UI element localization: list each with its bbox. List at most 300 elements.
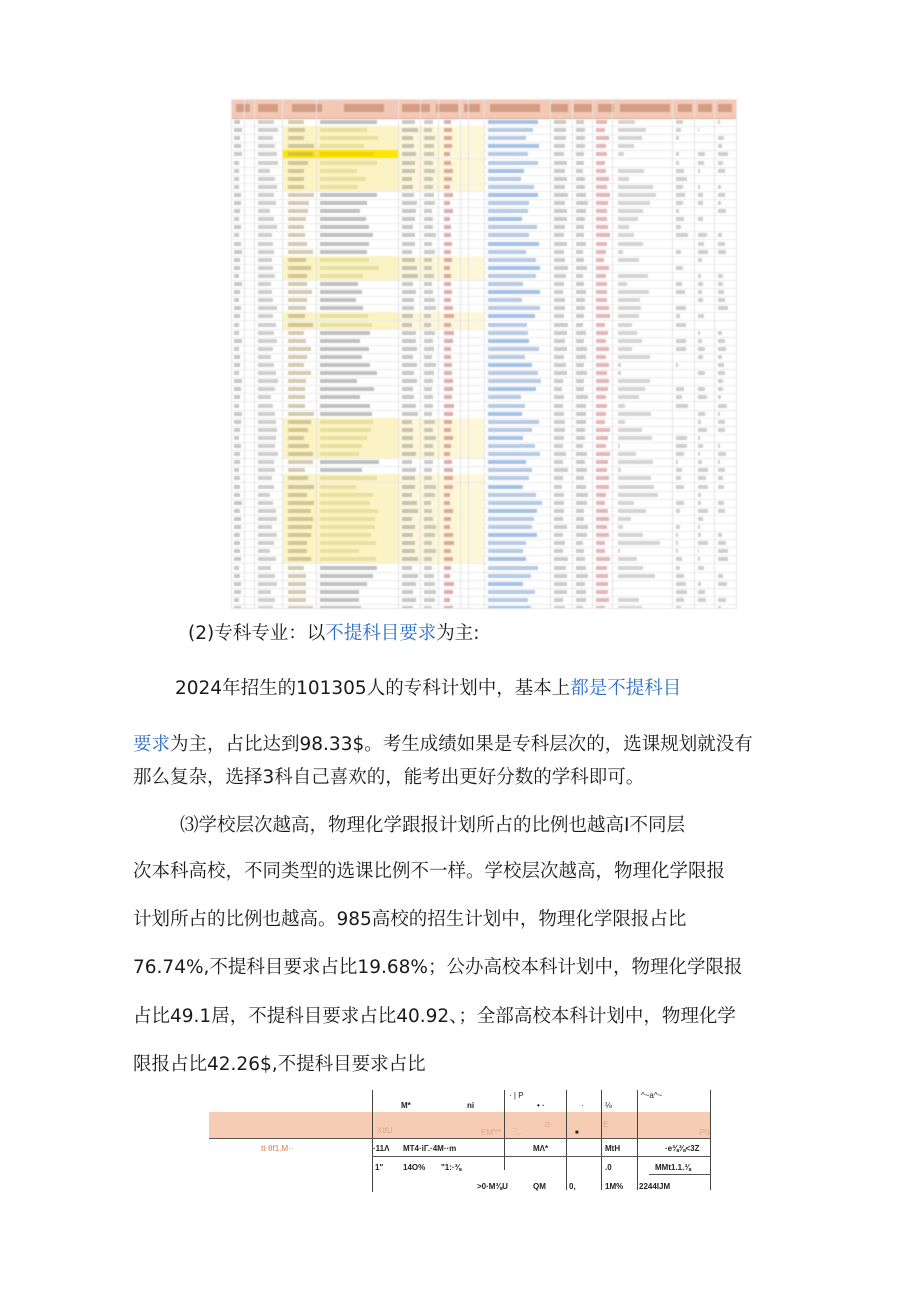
spreadsheet-cell [402,331,416,335]
spreadsheet-cell [234,420,241,424]
spreadsheet-cell [424,306,436,310]
spreadsheet-cell [698,395,707,399]
spreadsheet-cell [554,266,568,270]
spreadsheet-cell [488,379,541,383]
spreadsheet-cell [402,395,414,399]
spreadsheet-cell [698,485,708,489]
spreadsheet-cell [698,566,704,570]
row1-c1: ·11Λ [373,1144,390,1153]
spreadsheet-cell [576,177,585,181]
ratio-table [209,1088,711,1192]
spreadsheet-cell [424,371,434,375]
p2-line2-highlight: 要求 [133,734,171,755]
spreadsheet-cell [618,574,655,578]
spreadsheet-cell [618,242,643,246]
spreadsheet-cell [288,598,306,602]
spreadsheet-cell [288,525,312,529]
spreadsheet-cell [288,582,306,586]
spreadsheet-cell [424,493,435,497]
spreadsheet-cell [258,306,277,310]
spreadsheet-cell [444,549,451,553]
spreadsheet-cell [444,428,451,432]
spreadsheet-cell [258,185,277,189]
spreadsheet-cell [320,250,367,254]
spreadsheet-cell [676,193,685,197]
spreadsheet-cell [288,152,313,156]
spreadsheet-cell [234,598,239,602]
spreadsheet-cell [676,582,686,586]
spreadsheet-cell [258,598,275,602]
spreadsheet-cell [234,574,240,578]
spreadsheet-cell [258,363,274,367]
table-header-dot: · [581,1101,584,1110]
spreadsheet-cell [596,323,605,327]
spreadsheet-cell [444,225,451,229]
spreadsheet-cell [444,152,450,156]
spreadsheet-cell [424,525,436,529]
spreadsheet-cell [234,452,240,456]
spreadsheet-cell [596,161,605,165]
spreadsheet-cell [676,282,682,286]
spreadsheet-cell [288,274,307,278]
table-header-tilde: ^~a^~ [641,1091,663,1100]
spreadsheet-cell [718,144,722,148]
spreadsheet-cell [402,541,415,545]
spreadsheet-cell [618,509,646,513]
spreadsheet-cell [402,404,416,408]
spreadsheet-cell [234,152,242,156]
spreadsheet-cell [596,258,604,262]
spreadsheet-cell [698,185,700,189]
spreadsheet-cell [488,533,537,537]
spreadsheet-cell [258,355,271,359]
spreadsheet-cell [618,598,639,602]
spreadsheet-cell [596,225,608,229]
spreadsheet-cell [618,169,644,173]
spreadsheet-cell [596,428,610,432]
spreadsheet-cell [596,185,607,189]
spreadsheet-cell [288,590,306,594]
spreadsheet-cell [576,323,583,327]
spreadsheet-cell [576,266,587,270]
spreadsheet-cell [320,363,370,367]
spreadsheet-cell [554,501,564,505]
spreadsheet-cell [402,282,413,286]
spreadsheet-cell [424,363,436,367]
spreadsheet-cell [576,274,583,278]
spreadsheet-cell [234,582,241,586]
spreadsheet-cell [234,355,240,359]
spreadsheet-cell [554,225,565,229]
spreadsheet-cell [554,355,564,359]
spreadsheet-cell [444,177,452,181]
spreadsheet-cell [676,314,680,318]
spreadsheet-cell [596,314,610,318]
spreadsheet-cell [234,314,240,318]
spreadsheet-cell [402,152,416,156]
spreadsheet-cell [718,598,726,602]
spreadsheet-cell [698,541,708,545]
spreadsheet-cell [234,436,239,440]
spreadsheet-cell [402,444,413,448]
spreadsheet-cell [320,590,359,594]
spreadsheet-cell [424,266,432,270]
spreadsheet-cell [718,250,726,254]
section-2-heading [188,622,479,646]
spreadsheet-cell [402,598,416,602]
spreadsheet-cell [618,201,650,205]
spreadsheet-cell [444,233,451,237]
spreadsheet-cell [618,404,625,408]
spreadsheet-cell [288,371,311,375]
spreadsheet-cell [596,331,608,335]
spreadsheet-cell [618,120,635,124]
spreadsheet-cell [258,161,278,165]
spreadsheet-cell [488,242,539,246]
spreadsheet-cell [320,436,367,440]
spreadsheet-cell [402,606,413,609]
spreadsheet-cell [698,517,703,521]
spreadsheet-cell [718,306,728,310]
spreadsheet-cell [596,355,606,359]
spreadsheet-cell [258,120,274,124]
spreadsheet-cell [402,428,413,432]
spreadsheet-cell [554,395,564,399]
spreadsheet-cell [618,549,620,553]
table-header-ni: ni [467,1101,475,1110]
spreadsheet-cell [444,120,451,124]
spreadsheet-cell [424,274,434,278]
spreadsheet-cell [718,395,721,399]
spreadsheet-cell [554,209,567,213]
spreadsheet-image [231,99,737,609]
spreadsheet-cell [576,444,583,448]
spreadsheet-cell [444,161,451,165]
spreadsheet-cell [718,120,720,124]
spreadsheet-cell [320,387,374,391]
spreadsheet-cell [596,371,607,375]
spreadsheet-cell [698,387,705,391]
spreadsheet-cell [576,452,587,456]
spreadsheet-cell [444,193,453,197]
spreadsheet-cell [424,242,432,246]
spreadsheet-cell [718,412,720,416]
spreadsheet-cell [288,331,304,335]
spreadsheet-cell [488,541,526,545]
spreadsheet-cell [234,120,240,124]
spreadsheet-cell [424,590,436,594]
spreadsheet-cell [576,193,586,197]
spreadsheet-cell [676,266,683,270]
spreadsheet-cell [288,323,313,327]
spreadsheet-cell [424,161,433,165]
spreadsheet-cell [488,387,536,391]
spreadsheet-cell [554,347,567,351]
paragraph-2-line-1 [175,677,681,701]
spreadsheet-cell [576,250,583,254]
spreadsheet-cell [596,282,607,286]
spreadsheet-cell [488,177,521,181]
spreadsheet-cell [444,404,454,408]
spreadsheet-cell [718,339,725,343]
spreadsheet-cell [676,566,680,570]
spreadsheet-cell [258,169,270,173]
spreadsheet-cell [402,590,413,594]
spreadsheet-cell [288,347,311,351]
spreadsheet-cell [288,136,304,140]
spreadsheet-cell [718,233,722,237]
section-3-line-6: 限报占比42.26$,不提科目要求占比 [133,1054,426,1075]
spreadsheet-cell [676,169,684,173]
spreadsheet-cell [676,525,680,529]
spreadsheet-cell [288,557,311,561]
spreadsheet-cell [488,557,526,561]
spreadsheet-cell [488,355,525,359]
spreadsheet-cell [698,501,701,505]
spreadsheet-cell [554,298,565,302]
spreadsheet-cell [698,452,700,456]
spreadsheet-cell [488,590,535,594]
paragraph-2-line-2 [133,733,753,757]
spreadsheet-cell [234,476,240,480]
spreadsheet-cell [618,525,623,529]
spreadsheet-cell [596,128,605,132]
spreadsheet-cell [320,161,377,165]
spreadsheet-cell [402,120,415,124]
spreadsheet-cell [402,128,418,132]
spreadsheet-cell [576,201,588,205]
spreadsheet-cell [402,557,418,561]
spreadsheet-cell [576,339,584,343]
spreadsheet-cell [424,201,435,205]
spreadsheet-cell [320,549,359,553]
spreadsheet-cell [554,541,565,545]
spreadsheet-cell [718,509,725,513]
spreadsheet-cell [718,363,724,367]
spreadsheet-cell [676,574,684,578]
spreadsheet-cell [234,428,240,432]
spreadsheet-cell [288,306,306,310]
spreadsheet-cell [618,485,654,489]
spreadsheet-cell [444,460,452,464]
spreadsheet-cell [234,128,242,132]
spreadsheet-cell [234,501,242,505]
spreadsheet-cell [618,144,634,148]
spreadsheet-cell [576,242,586,246]
spreadsheet-cell [288,549,307,553]
spreadsheet-cell [444,242,452,246]
spreadsheet-cell [402,144,414,148]
section-3-line-1: ⑶学校层次越高，物理化学跟报计划所占的比例也越高I不同层 [180,815,685,836]
spreadsheet-cell [488,517,534,521]
spreadsheet-cell [676,606,681,609]
spreadsheet-cell [488,120,538,124]
spreadsheet-cell [596,136,609,140]
spreadsheet-cell [618,493,658,497]
spreadsheet-cell [554,379,563,383]
spreadsheet-cell [488,306,540,310]
spreadsheet-cell [698,233,707,237]
spreadsheet-cell [288,420,311,424]
spreadsheet-cell [320,476,377,480]
section-2-highlight: 不提科目要求 [325,623,437,644]
spreadsheet-cell [488,128,533,132]
spreadsheet-cell [288,444,309,448]
spreadsheet-cell [258,298,273,302]
spreadsheet-cell [320,347,369,351]
spreadsheet-cell [488,282,523,286]
spreadsheet-cell [618,209,643,213]
spreadsheet-cell [488,606,531,609]
spreadsheet-cell [554,517,563,521]
spreadsheet-cell [402,509,418,513]
spreadsheet-cell [576,298,585,302]
spreadsheet-cell [596,274,606,278]
spreadsheet-cell [234,136,240,140]
spreadsheet-cell [258,566,271,570]
spreadsheet-cell [554,452,566,456]
spreadsheet-cell [424,606,432,609]
spreadsheet-cell [618,298,640,302]
spreadsheet-cell [576,355,586,359]
spreadsheet-cell [618,347,632,351]
spreadsheet-cell [402,323,412,327]
spreadsheet-cell [424,468,432,472]
spreadsheet-cell [444,363,452,367]
spreadsheet-cell [488,460,526,464]
spreadsheet-cell [554,161,567,165]
spreadsheet-cell [576,282,584,286]
spreadsheet-cell [424,217,433,221]
spreadsheet-cell [288,193,314,197]
table-header-band [209,1112,711,1138]
spreadsheet-cell [444,509,453,513]
spreadsheet-cell [488,136,526,140]
spreadsheet-cell [288,509,311,513]
spreadsheet-cell [576,331,586,335]
spreadsheet-cell [424,533,435,537]
spreadsheet-cell [718,452,726,456]
spreadsheet-cell [288,144,314,148]
spreadsheet-cell [576,404,586,408]
spreadsheet-cell [576,582,585,586]
band-tt: tt· [545,1120,553,1129]
spreadsheet-cell [234,533,240,537]
spreadsheet-cell [676,395,682,399]
spreadsheet-cell [676,290,685,294]
row2-c2: 14O% [403,1163,426,1172]
spreadsheet-cell [488,185,534,189]
spreadsheet-cell [320,339,360,343]
row2-c5: MMt1.1.⅜ [655,1163,692,1172]
spreadsheet-cell [618,452,636,456]
spreadsheet-cell [444,444,451,448]
spreadsheet-cell [618,217,638,221]
spreadsheet-cell [258,250,274,254]
spreadsheet-cell [554,136,566,140]
spreadsheet-cell [718,347,726,351]
spreadsheet-cell [234,566,239,570]
spreadsheet-cell [258,290,272,294]
spreadsheet-cell [234,177,239,181]
spreadsheet-cell [234,250,242,254]
spreadsheet-cell [596,574,608,578]
spreadsheet-cell [596,493,606,497]
spreadsheet-cell [288,363,304,367]
spreadsheet-cell [554,306,565,310]
spreadsheet-cell [234,339,242,343]
spreadsheet-cell [320,509,378,513]
spreadsheet-cell [258,517,277,521]
spreadsheet-cell [234,363,240,367]
spreadsheet-cell [676,590,687,594]
spreadsheet-cell [320,606,361,609]
spreadsheet-cell [320,258,369,262]
spreadsheet-cell [234,379,242,383]
spreadsheet-cell [234,193,241,197]
row3-c3: QM [533,1182,546,1191]
spreadsheet-cell [576,371,587,375]
spreadsheet-cell [488,468,532,472]
spreadsheet-cell [554,468,568,472]
table-header-pct: ⅛ [605,1101,612,1110]
spreadsheet-cell [424,444,433,448]
spreadsheet-cell [258,144,275,148]
spreadsheet-cell [698,193,703,197]
spreadsheet-cell [576,258,584,262]
spreadsheet-cell [258,606,273,609]
spreadsheet-cell [718,606,721,609]
spreadsheet-cell [698,217,703,221]
band-zero: ·P0 [697,1128,710,1137]
row1-c3: MΛ* [533,1144,549,1153]
spreadsheet-cell [320,233,373,237]
spreadsheet-cell [554,339,565,343]
spreadsheet-cell [258,282,271,286]
spreadsheet-cell [488,363,532,367]
spreadsheet-cell [424,549,436,553]
spreadsheet-cell [676,161,679,165]
spreadsheet-cell [618,233,634,237]
spreadsheet-cell [320,225,369,229]
spreadsheet-cell [402,493,412,497]
spreadsheet-cell [320,452,359,456]
spreadsheet-cell [596,250,606,254]
spreadsheet-cell [424,290,433,294]
spreadsheet-cell [576,566,586,570]
spreadsheet-cell [718,379,723,383]
spreadsheet-cell [424,517,433,521]
band-e: E [603,1120,609,1129]
spreadsheet-cell [676,250,681,254]
band-square: ■ [575,1130,579,1136]
spreadsheet-cell [424,541,432,545]
spreadsheet-cell [676,557,682,561]
spreadsheet-cell [554,120,566,124]
spreadsheet-cell [488,250,526,254]
spreadsheet-cell [320,566,377,570]
spreadsheet-cell [718,501,724,505]
spreadsheet-cell [676,185,683,189]
spreadsheet-cell [718,444,720,448]
spreadsheet-cell [234,306,241,310]
spreadsheet-cell [288,533,311,537]
spreadsheet-cell [554,590,567,594]
spreadsheet-cell [234,371,239,375]
spreadsheet-cell [402,460,412,464]
spreadsheet-cell [402,258,415,262]
spreadsheet-cell [576,468,587,472]
